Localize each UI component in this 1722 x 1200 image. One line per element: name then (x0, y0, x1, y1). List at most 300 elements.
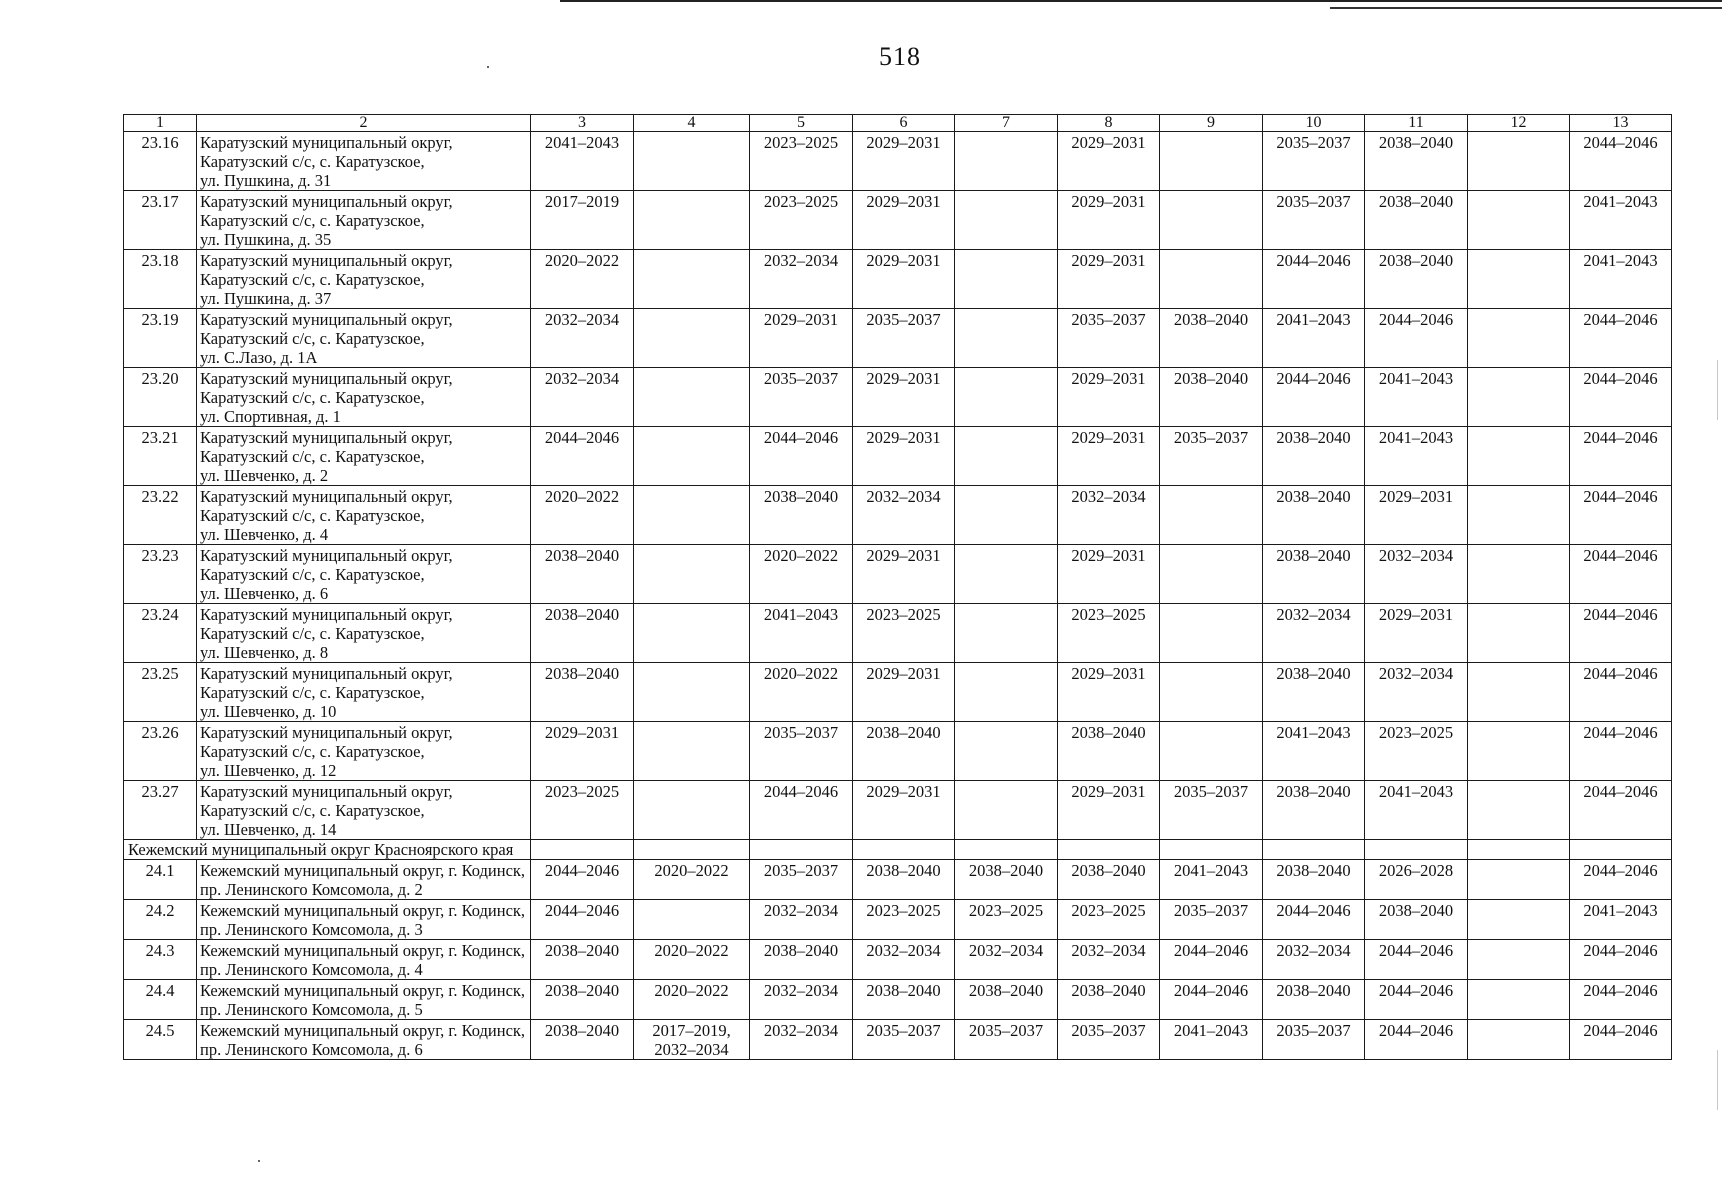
table-row (124, 1020, 1672, 1060)
period-cell: 2023–2025 (1058, 604, 1160, 663)
period-cell: 2038–2040 (750, 940, 853, 980)
address-cell (197, 722, 531, 781)
period-cell: 2044–2046 (750, 781, 853, 840)
period-cell (1160, 722, 1263, 781)
empty-cell (1468, 840, 1570, 860)
period-cell: 2038–2040 (1365, 900, 1468, 940)
period-cell: 2029–2031 (1058, 427, 1160, 486)
period-cell: 2029–2031 (853, 781, 955, 840)
period-cell: 2035–2037 (750, 722, 853, 781)
period-cell (955, 250, 1058, 309)
table-row (124, 604, 1672, 663)
period-cell: 2038–2040 (531, 604, 634, 663)
period-cell: 2044–2046 (1570, 545, 1672, 604)
table-row (124, 781, 1672, 840)
period-cell: 2044–2046 (1365, 309, 1468, 368)
period-cell (1160, 191, 1263, 250)
period-cell: 2029–2031 (853, 427, 955, 486)
address-line: Каратузский с/с, с. Каратузское, (200, 329, 425, 348)
period-cell: 2023–2025 (531, 781, 634, 840)
period-cell: 2038–2040 (1160, 309, 1263, 368)
address-line: Каратузский муниципальный округ, (200, 310, 453, 329)
column-number-row (124, 115, 1672, 132)
period-cell: 2035–2037 (1263, 132, 1365, 191)
address-line: Каратузский с/с, с. Каратузское, (200, 388, 425, 407)
period-cell: 2044–2046 (1570, 427, 1672, 486)
period-cell: 2035–2037 (1058, 1020, 1160, 1060)
address-cell (197, 368, 531, 427)
period-cell (1468, 368, 1570, 427)
period-cell (1160, 545, 1263, 604)
address-line: ул. Пушкина, д. 31 (200, 171, 332, 190)
column-header: 1 (124, 115, 197, 132)
period-cell: 2044–2046 (1570, 940, 1672, 980)
period-cell: 2044–2046 (1263, 368, 1365, 427)
period-cell: 2017–2019 (531, 191, 634, 250)
period-cell: 2032–2034 (531, 368, 634, 427)
address-cell (197, 1020, 531, 1060)
period-cell: 2035–2037 (750, 860, 853, 900)
period-cell: 2035–2037 (853, 1020, 955, 1060)
column-header: 7 (955, 115, 1058, 132)
address-line: ул. Шевченко, д. 8 (200, 643, 329, 662)
address-cell (197, 980, 531, 1020)
period-cell: 2038–2040 (1058, 860, 1160, 900)
period-cell: 2041–2043 (1263, 309, 1365, 368)
row-number: 24.1 (124, 860, 197, 900)
period-cell: 2029–2031 (853, 368, 955, 427)
period-cell: 2032–2034 (750, 980, 853, 1020)
period-cell (955, 132, 1058, 191)
period-cell: 2035–2037 (1263, 1020, 1365, 1060)
address-line: Кежемский муниципальный округ, г. Кодинск, (200, 1021, 526, 1040)
period-cell: 2038–2040 (1058, 722, 1160, 781)
period-cell: 2041–2043 (1570, 900, 1672, 940)
address-line: Каратузский муниципальный округ, (200, 251, 453, 270)
period-cell: 2020–2022 (634, 940, 750, 980)
address-line: пр. Ленинского Комсомола, д. 6 (200, 1040, 423, 1059)
period-cell: 2038–2040 (1263, 427, 1365, 486)
empty-cell (531, 840, 634, 860)
period-cell: 2038–2040 (1263, 663, 1365, 722)
period-cell: 2038–2040 (531, 1020, 634, 1060)
empty-cell (1058, 840, 1160, 860)
table-body (124, 132, 1672, 1060)
table-row (124, 427, 1672, 486)
period-cell: 2032–2034 (1058, 486, 1160, 545)
period-cell (634, 309, 750, 368)
empty-cell (634, 840, 750, 860)
period-cell: 2044–2046 (1365, 940, 1468, 980)
period-cell (955, 486, 1058, 545)
period-cell (955, 309, 1058, 368)
address-line: Каратузский с/с, с. Каратузское, (200, 683, 425, 702)
address-line: Каратузский с/с, с. Каратузское, (200, 801, 425, 820)
row-number: 24.3 (124, 940, 197, 980)
period-cell: 2038–2040 (853, 860, 955, 900)
empty-cell (1365, 840, 1468, 860)
empty-cell (1570, 840, 1672, 860)
address-line: Каратузский с/с, с. Каратузское, (200, 506, 425, 525)
address-cell (197, 191, 531, 250)
period-cell (1468, 980, 1570, 1020)
period-cell (634, 604, 750, 663)
table-row (124, 663, 1672, 722)
period-cell: 2029–2031 (1365, 486, 1468, 545)
address-cell (197, 545, 531, 604)
scan-edge-mark (1717, 360, 1718, 420)
period-cell: 2038–2040 (853, 722, 955, 781)
period-cell (1468, 900, 1570, 940)
period-cell: 2038–2040 (750, 486, 853, 545)
period-cell: 2029–2031 (853, 191, 955, 250)
period-cell: 2044–2046 (1263, 900, 1365, 940)
period-cell: 2038–2040 (955, 980, 1058, 1020)
table-row (124, 722, 1672, 781)
period-cell: 2029–2031 (853, 132, 955, 191)
period-cell: 2032–2034 (1365, 545, 1468, 604)
period-cell: 2029–2031 (1058, 368, 1160, 427)
period-cell (1468, 309, 1570, 368)
period-cell: 2020–2022 (634, 980, 750, 1020)
address-line: Каратузский с/с, с. Каратузское, (200, 565, 425, 584)
period-cell: 2038–2040 (1160, 368, 1263, 427)
schedule-table (123, 114, 1672, 1060)
address-line: ул. Шевченко, д. 12 (200, 761, 337, 780)
period-cell (955, 368, 1058, 427)
address-line: Каратузский муниципальный округ, (200, 192, 453, 211)
address-line: ул. Шевченко, д. 6 (200, 584, 329, 603)
period-cell: 2044–2046 (531, 860, 634, 900)
period-cell: 2023–2025 (1058, 900, 1160, 940)
address-line: Каратузский муниципальный округ, (200, 605, 453, 624)
row-number: 23.26 (124, 722, 197, 781)
address-cell (197, 781, 531, 840)
period-cell (955, 781, 1058, 840)
period-cell: 2035–2037 (1263, 191, 1365, 250)
period-cell: 2029–2031 (1058, 191, 1160, 250)
address-line: пр. Ленинского Комсомола, д. 2 (200, 880, 423, 899)
row-number: 23.18 (124, 250, 197, 309)
address-line: Каратузский с/с, с. Каратузское, (200, 624, 425, 643)
column-header: 4 (634, 115, 750, 132)
period-cell (634, 663, 750, 722)
period-cell: 2032–2034 (750, 900, 853, 940)
row-number: 23.23 (124, 545, 197, 604)
period-cell: 2044–2046 (750, 427, 853, 486)
address-line: пр. Ленинского Комсомола, д. 3 (200, 920, 423, 939)
period-cell: 2041–2043 (531, 132, 634, 191)
table-row (124, 250, 1672, 309)
empty-cell (955, 840, 1058, 860)
scan-edge-mark (1717, 1050, 1718, 1110)
period-cell: 2032–2034 (955, 940, 1058, 980)
period-cell: 2020–2022 (531, 486, 634, 545)
row-number: 23.24 (124, 604, 197, 663)
period-cell: 2044–2046 (1160, 940, 1263, 980)
scan-speck (258, 1160, 260, 1162)
period-cell: 2032–2034 (750, 1020, 853, 1060)
period-cell: 2029–2031 (750, 309, 853, 368)
row-number: 23.16 (124, 132, 197, 191)
period-cell: 2023–2025 (1365, 722, 1468, 781)
period-cell (1468, 663, 1570, 722)
period-cell: 2038–2040 (531, 940, 634, 980)
period-cell: 2035–2037 (1058, 309, 1160, 368)
scan-top-rule (560, 0, 1722, 2)
period-cell: 2032–2034 (531, 309, 634, 368)
period-cell (1160, 132, 1263, 191)
period-cell: 2041–2043 (1365, 781, 1468, 840)
address-line: ул. Пушкина, д. 35 (200, 230, 332, 249)
period-cell (634, 368, 750, 427)
period-cell: 2035–2037 (955, 1020, 1058, 1060)
period-cell: 2044–2046 (1570, 486, 1672, 545)
period-cell: 2041–2043 (1365, 368, 1468, 427)
address-line: Каратузский с/с, с. Каратузское, (200, 270, 425, 289)
period-cell (634, 191, 750, 250)
period-cell: 2041–2043 (1263, 722, 1365, 781)
address-line: Кежемский муниципальный округ, г. Кодинск, (200, 861, 526, 880)
period-cell: 2032–2034 (853, 940, 955, 980)
period-cell: 2038–2040 (1365, 250, 1468, 309)
address-cell (197, 132, 531, 191)
period-cell (1160, 604, 1263, 663)
row-number: 23.22 (124, 486, 197, 545)
address-line: ул. Пушкина, д. 37 (200, 289, 332, 308)
period-cell (1468, 940, 1570, 980)
address-line: Каратузский с/с, с. Каратузское, (200, 152, 425, 171)
period-cell: 2038–2040 (1263, 486, 1365, 545)
address-line: Каратузский муниципальный округ, (200, 723, 453, 742)
period-cell: 2038–2040 (1263, 980, 1365, 1020)
period-cell: 2038–2040 (853, 980, 955, 1020)
address-line: Каратузский муниципальный округ, (200, 664, 453, 683)
row-number: 24.2 (124, 900, 197, 940)
period-cell (955, 545, 1058, 604)
table-row (124, 900, 1672, 940)
period-line: 2032–2034 (654, 1040, 729, 1059)
table-row (124, 860, 1672, 900)
address-line: ул. Шевченко, д. 4 (200, 525, 329, 544)
address-line: ул. Шевченко, д. 14 (200, 820, 337, 839)
period-cell: 2044–2046 (1160, 980, 1263, 1020)
period-cell: 2044–2046 (1570, 663, 1672, 722)
period-cell: 2044–2046 (1570, 1020, 1672, 1060)
period-cell: 2041–2043 (1160, 860, 1263, 900)
table-row (124, 940, 1672, 980)
table-row (124, 309, 1672, 368)
period-cell (634, 250, 750, 309)
period-cell: 2023–2025 (750, 132, 853, 191)
row-number: 23.19 (124, 309, 197, 368)
address-line: ул. С.Лазо, д. 1А (200, 348, 318, 367)
address-line: Каратузский муниципальный округ, (200, 546, 453, 565)
period-cell: 2029–2031 (1365, 604, 1468, 663)
address-line: ул. Спортивная, д. 1 (200, 407, 341, 426)
address-line: Каратузский муниципальный округ, (200, 369, 453, 388)
period-cell: 2032–2034 (750, 250, 853, 309)
period-cell (1468, 486, 1570, 545)
period-cell (1468, 427, 1570, 486)
row-number: 23.25 (124, 663, 197, 722)
column-header: 9 (1160, 115, 1263, 132)
period-cell (634, 781, 750, 840)
period-cell: 2044–2046 (1570, 781, 1672, 840)
period-cell: 2044–2046 (531, 900, 634, 940)
period-cell: 2038–2040 (955, 860, 1058, 900)
period-cell: 2035–2037 (1160, 427, 1263, 486)
period-cell (634, 545, 750, 604)
column-header: 11 (1365, 115, 1468, 132)
period-cell: 2029–2031 (531, 722, 634, 781)
table-row (124, 545, 1672, 604)
period-cell: 2023–2025 (853, 900, 955, 940)
period-cell: 2032–2034 (1263, 604, 1365, 663)
period-cell: 2044–2046 (1365, 980, 1468, 1020)
period-cell: 2035–2037 (853, 309, 955, 368)
period-cell: 2044–2046 (1570, 368, 1672, 427)
period-cell (955, 663, 1058, 722)
address-cell (197, 940, 531, 980)
period-cell: 2038–2040 (531, 663, 634, 722)
scan-speck (487, 66, 489, 68)
period-cell: 2023–2025 (750, 191, 853, 250)
period-cell: 2041–2043 (1160, 1020, 1263, 1060)
period-cell: 2041–2043 (1570, 250, 1672, 309)
column-header: 5 (750, 115, 853, 132)
period-cell: 2038–2040 (1365, 191, 1468, 250)
period-cell: 2020–2022 (634, 860, 750, 900)
period-cell (634, 486, 750, 545)
period-cell: 2041–2043 (1570, 191, 1672, 250)
table-row (124, 486, 1672, 545)
scan-top-rule-secondary (1330, 7, 1722, 9)
empty-cell (750, 840, 853, 860)
column-header: 10 (1263, 115, 1365, 132)
period-cell: 2020–2022 (531, 250, 634, 309)
period-cell: 2044–2046 (1570, 604, 1672, 663)
period-cell: 2044–2046 (1570, 309, 1672, 368)
period-cell: 2044–2046 (1570, 980, 1672, 1020)
address-cell (197, 604, 531, 663)
address-cell (197, 663, 531, 722)
address-line: Каратузский муниципальный округ, (200, 133, 453, 152)
address-cell (197, 309, 531, 368)
address-line: Каратузский муниципальный округ, (200, 782, 453, 801)
period-cell (634, 1020, 750, 1060)
period-cell (1468, 860, 1570, 900)
address-line: Каратузский с/с, с. Каратузское, (200, 742, 425, 761)
period-cell (1468, 1020, 1570, 1060)
period-cell: 2038–2040 (1263, 860, 1365, 900)
period-cell: 2041–2043 (1365, 427, 1468, 486)
column-header: 3 (531, 115, 634, 132)
address-line: Кежемский муниципальный округ, г. Кодинск, (200, 981, 526, 1000)
address-line: пр. Ленинского Комсомола, д. 4 (200, 960, 423, 979)
column-header: 6 (853, 115, 955, 132)
period-cell: 2026–2028 (1365, 860, 1468, 900)
period-cell: 2044–2046 (1570, 860, 1672, 900)
period-cell (1160, 663, 1263, 722)
address-cell (197, 486, 531, 545)
address-line: Кежемский муниципальный округ, г. Кодинск, (200, 901, 526, 920)
period-cell: 2038–2040 (1058, 980, 1160, 1020)
period-cell: 2029–2031 (1058, 132, 1160, 191)
period-cell: 2044–2046 (1570, 132, 1672, 191)
period-cell: 2035–2037 (1160, 781, 1263, 840)
period-cell (1468, 132, 1570, 191)
period-cell (634, 722, 750, 781)
row-number: 23.27 (124, 781, 197, 840)
table-row (124, 980, 1672, 1020)
group-label: Кежемский муниципальный округ Красноярского края (124, 840, 531, 860)
period-cell (1468, 250, 1570, 309)
period-cell (955, 191, 1058, 250)
table-row (124, 132, 1672, 191)
period-cell: 2020–2022 (750, 545, 853, 604)
period-cell: 2044–2046 (531, 427, 634, 486)
period-cell (1468, 722, 1570, 781)
period-line: 2017–2019, (652, 1021, 731, 1040)
period-cell: 2038–2040 (1263, 545, 1365, 604)
empty-cell (853, 840, 955, 860)
period-cell: 2041–2043 (750, 604, 853, 663)
period-cell (1160, 250, 1263, 309)
period-cell: 2044–2046 (1263, 250, 1365, 309)
period-cell: 2038–2040 (1263, 781, 1365, 840)
row-number: 23.20 (124, 368, 197, 427)
period-cell: 2020–2022 (750, 663, 853, 722)
address-cell (197, 860, 531, 900)
period-cell (1468, 781, 1570, 840)
page-number: 518 (879, 42, 921, 71)
period-cell (955, 722, 1058, 781)
row-number: 23.17 (124, 191, 197, 250)
period-cell: 2032–2034 (1365, 663, 1468, 722)
period-cell (1160, 486, 1263, 545)
address-line: ул. Шевченко, д. 2 (200, 466, 329, 485)
address-line: ул. Шевченко, д. 10 (200, 702, 337, 721)
period-cell: 2029–2031 (853, 250, 955, 309)
period-cell (634, 132, 750, 191)
address-line: Каратузский с/с, с. Каратузское, (200, 211, 425, 230)
period-cell: 2029–2031 (1058, 250, 1160, 309)
period-cell: 2023–2025 (955, 900, 1058, 940)
period-cell (955, 427, 1058, 486)
address-cell (197, 250, 531, 309)
period-cell: 2035–2037 (1160, 900, 1263, 940)
period-cell: 2044–2046 (1570, 722, 1672, 781)
column-header: 8 (1058, 115, 1160, 132)
period-cell: 2035–2037 (750, 368, 853, 427)
column-header: 13 (1570, 115, 1672, 132)
period-cell (1468, 604, 1570, 663)
row-number: 24.4 (124, 980, 197, 1020)
period-cell: 2044–2046 (1365, 1020, 1468, 1060)
row-number: 23.21 (124, 427, 197, 486)
period-cell: 2032–2034 (853, 486, 955, 545)
empty-cell (1160, 840, 1263, 860)
period-cell: 2029–2031 (853, 545, 955, 604)
address-line: Кежемский муниципальный округ, г. Кодинск, (200, 941, 526, 960)
period-cell: 2029–2031 (1058, 663, 1160, 722)
period-cell (634, 427, 750, 486)
column-header: 12 (1468, 115, 1570, 132)
period-cell: 2038–2040 (531, 980, 634, 1020)
address-line: Каратузский с/с, с. Каратузское, (200, 447, 425, 466)
empty-cell (1263, 840, 1365, 860)
